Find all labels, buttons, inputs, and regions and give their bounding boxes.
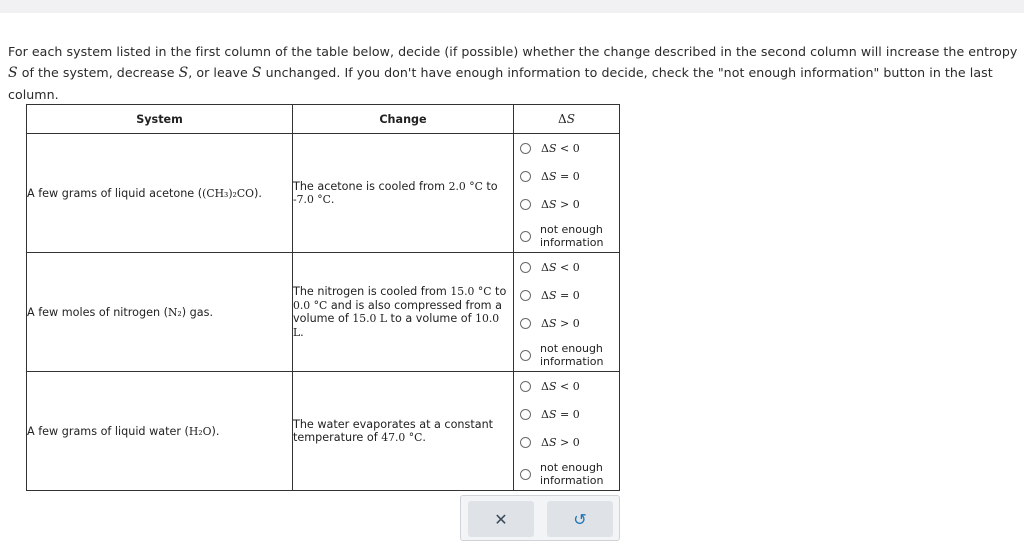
table-row [27,253,620,372]
change-cell: The nitrogen is cooled from 15.0 °C to 0.0 °C and is also compressed from a volume of 15.0 L to a volume of 10.0 L. [293,253,514,372]
option-delta-s-greater-than-zero[interactable]: ΔS > 0 [520,198,580,211]
radio-circle[interactable] [520,199,531,210]
delta-s-header: ΔS [514,105,620,134]
change-header: Change [293,105,514,134]
radio-circle[interactable] [520,469,531,480]
radio-circle[interactable] [520,381,531,392]
option-delta-s-less-than-zero[interactable]: ΔS < 0 [520,261,580,274]
undo-button[interactable] [547,501,613,537]
entropy-table [26,104,620,491]
table-row [27,372,620,491]
option-delta-s-less-than-zero[interactable]: ΔS < 0 [520,142,580,155]
options-cell [514,134,620,253]
system-cell: A few grams of liquid acetone ((CH₃)₂CO). [27,134,293,253]
close-icon: ✕ [494,509,508,529]
radio-circle[interactable] [520,171,531,182]
radio-circle[interactable] [520,290,531,301]
radio-circle[interactable] [520,350,531,361]
change-cell: The acetone is cooled from 2.0 °C to -7.0 °C. [293,134,514,253]
option-delta-s-equal-zero[interactable]: ΔS = 0 [520,289,580,302]
radio-circle[interactable] [520,143,531,154]
option-not-enough-information[interactable]: not enough information [520,461,604,487]
option-not-enough-information[interactable]: not enough information [520,342,604,368]
radio-circle[interactable] [520,231,531,242]
clear-button[interactable] [468,501,534,537]
table-row [27,134,620,253]
radio-circle[interactable] [520,318,531,329]
table-header-row [27,105,620,134]
system-cell: A few grams of liquid water (H₂O). [27,372,293,491]
option-delta-s-less-than-zero[interactable]: ΔS < 0 [520,380,580,393]
radio-circle[interactable] [520,437,531,448]
instructions-text: For each system listed in the first column of the table below, decide (if possible) whether the change described in the second column will increase the entropy S of the system, decrease S, or leave S unchanged. If you don't have enough information to decide, check the "not enough information" button in the last column. [8,44,1018,102]
system-cell: A few moles of nitrogen (N₂) gas. [27,253,293,372]
change-cell: The water evaporates at a constant temperature of 47.0 °C. [293,372,514,491]
options-cell [514,372,620,491]
option-delta-s-greater-than-zero[interactable]: ΔS > 0 [520,317,580,330]
option-delta-s-greater-than-zero[interactable]: ΔS > 0 [520,436,580,449]
option-delta-s-equal-zero[interactable]: ΔS = 0 [520,408,580,421]
undo-icon: ↺ [573,509,587,529]
options-cell [514,253,620,372]
option-delta-s-equal-zero[interactable]: ΔS = 0 [520,170,580,183]
answer-action-bar [460,495,620,541]
radio-circle[interactable] [520,262,531,273]
system-header: System [27,105,293,134]
option-not-enough-information[interactable]: not enough information [520,223,604,249]
radio-circle[interactable] [520,409,531,420]
top-bar [0,0,1024,13]
